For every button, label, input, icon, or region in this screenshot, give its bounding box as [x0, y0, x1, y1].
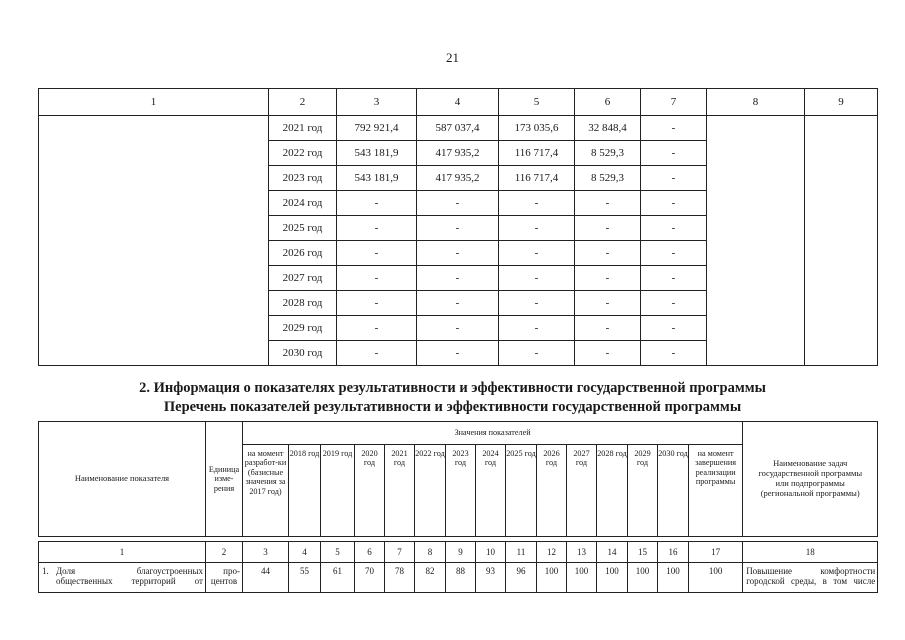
value-cell: -	[641, 316, 707, 341]
value-cell: 96	[506, 563, 537, 593]
header-end-value: на момент завершения реализации программы	[689, 445, 743, 537]
header-unit: Единица изме-рения	[206, 422, 243, 537]
value-cell: -	[499, 191, 575, 216]
header-year: 2018 год	[289, 445, 321, 537]
value-cell: 100	[597, 563, 628, 593]
indicators-table	[38, 421, 878, 593]
value-cell: 82	[415, 563, 446, 593]
value-cell: -	[575, 341, 641, 366]
page-number: 21	[446, 50, 459, 65]
table1-header-cell: 6	[575, 89, 641, 116]
unit-line: центов	[210, 576, 238, 587]
value-cell: -	[499, 341, 575, 366]
value-cell: -	[641, 291, 707, 316]
indicator-name-cell	[39, 563, 206, 593]
header-year: 2020 год	[355, 445, 385, 537]
table2-column-numbers	[39, 542, 878, 563]
value-cell: -	[417, 341, 499, 366]
table1-header-cell: 8	[707, 89, 805, 116]
year-cell: 2023 год	[269, 166, 337, 191]
value-cell: 116 717,4	[499, 166, 575, 191]
header-year: 2021 год	[385, 445, 415, 537]
table2-header-row	[39, 422, 878, 445]
value-cell: -	[641, 116, 707, 141]
table1-header-cell: 1	[39, 89, 269, 116]
column-number: 18	[743, 542, 878, 563]
table1-header-cell: 4	[417, 89, 499, 116]
header-tasks: Наименование задач государственной программы или подпрограммы (региональной программы)	[743, 422, 878, 537]
value-cell: -	[499, 216, 575, 241]
financing-table	[38, 88, 878, 366]
column-number: 12	[537, 542, 567, 563]
value-cell: -	[417, 316, 499, 341]
value-cell: -	[417, 216, 499, 241]
value-cell: -	[641, 191, 707, 216]
value-cell: 70	[355, 563, 385, 593]
table-row	[39, 116, 878, 141]
unit-cell	[206, 563, 243, 593]
table1-header-row	[39, 89, 878, 116]
header-year: 2024 год	[476, 445, 506, 537]
column-number: 5	[321, 542, 355, 563]
column-number: 2	[206, 542, 243, 563]
value-cell: 100	[567, 563, 597, 593]
table1-header-cell: 7	[641, 89, 707, 116]
value-cell: 792 921,4	[337, 116, 417, 141]
value-cell: -	[575, 241, 641, 266]
value-cell: -	[641, 266, 707, 291]
header-values-group: Значения показателей	[243, 422, 743, 445]
value-cell: 587 037,4	[417, 116, 499, 141]
value-cell: 8 529,3	[575, 141, 641, 166]
section-heading: 2. Информация о показателях результативности и эффективности государственной программы	[139, 380, 766, 396]
value-cell: 32 848,4	[575, 116, 641, 141]
column-number: 13	[567, 542, 597, 563]
value-cell: 55	[289, 563, 321, 593]
year-cell: 2029 год	[269, 316, 337, 341]
value-cell: 100	[537, 563, 567, 593]
value-cell: -	[337, 341, 417, 366]
header-year: 2026 год	[537, 445, 567, 537]
value-cell: -	[499, 316, 575, 341]
value-cell: 61	[321, 563, 355, 593]
column-number: 14	[597, 542, 628, 563]
value-cell: -	[641, 341, 707, 366]
value-cell: -	[499, 241, 575, 266]
value-cell: -	[337, 266, 417, 291]
value-cell: -	[641, 216, 707, 241]
header-year: 2025 год	[506, 445, 537, 537]
value-cell: 100	[689, 563, 743, 593]
value-cell: -	[417, 266, 499, 291]
section-subheading: Перечень показателей результативности и эффективности государственной программы	[163, 399, 742, 415]
value-cell: -	[575, 191, 641, 216]
column-number: 10	[476, 542, 506, 563]
column-number: 9	[446, 542, 476, 563]
value-cell: -	[575, 291, 641, 316]
column-number: 3	[243, 542, 289, 563]
column-number: 7	[385, 542, 415, 563]
header-base-value: на момент разработ-ки (базисные значения за 2017 год)	[243, 445, 289, 537]
value-cell: -	[337, 191, 417, 216]
year-cell: 2022 год	[269, 141, 337, 166]
column-number: 11	[506, 542, 537, 563]
value-cell: -	[417, 291, 499, 316]
year-cell: 2021 год	[269, 116, 337, 141]
column-number: 1	[39, 542, 206, 563]
value-cell: 543 181,9	[337, 141, 417, 166]
value-cell: 88	[446, 563, 476, 593]
header-year: 2027 год	[567, 445, 597, 537]
task-line: Повышение комфортности	[746, 566, 876, 576]
table1-merged-cell-col9	[805, 116, 878, 366]
year-cell: 2030 год	[269, 341, 337, 366]
unit-line: про-	[223, 566, 240, 576]
header-year: 2028 год	[597, 445, 628, 537]
value-cell: -	[337, 216, 417, 241]
table1-merged-cell-col8	[707, 116, 805, 366]
column-number: 4	[289, 542, 321, 563]
value-cell: 100	[658, 563, 689, 593]
value-cell: 44	[243, 563, 289, 593]
value-cell: -	[641, 166, 707, 191]
indicator-name-line: Доля благоустроенных	[56, 566, 203, 576]
header-year: 2029 год	[628, 445, 658, 537]
header-year: 2030 год	[658, 445, 689, 537]
value-cell: -	[575, 316, 641, 341]
value-cell: -	[337, 316, 417, 341]
value-cell: 78	[385, 563, 415, 593]
task-cell	[743, 563, 878, 593]
value-cell: 8 529,3	[575, 166, 641, 191]
value-cell: 93	[476, 563, 506, 593]
table-row	[39, 563, 878, 593]
value-cell: -	[641, 241, 707, 266]
column-number: 17	[689, 542, 743, 563]
year-cell: 2024 год	[269, 191, 337, 216]
header-year: 2023 год	[446, 445, 476, 537]
year-cell: 2027 год	[269, 266, 337, 291]
table1-merged-cell-col1	[39, 116, 269, 366]
value-cell: -	[641, 141, 707, 166]
value-cell: -	[417, 191, 499, 216]
year-cell: 2028 год	[269, 291, 337, 316]
indicator-name-line: общественных территорий от	[56, 576, 203, 587]
header-year: 2019 год	[321, 445, 355, 537]
value-cell: -	[337, 291, 417, 316]
column-number: 8	[415, 542, 446, 563]
header-indicator-name: Наименование показателя	[39, 422, 206, 537]
value-cell: -	[575, 216, 641, 241]
column-number: 16	[658, 542, 689, 563]
value-cell: 116 717,4	[499, 141, 575, 166]
column-number: 6	[355, 542, 385, 563]
column-number: 15	[628, 542, 658, 563]
year-cell: 2025 год	[269, 216, 337, 241]
value-cell: 173 035,6	[499, 116, 575, 141]
task-line: городской среды, в том числе	[746, 576, 876, 587]
row-number: 1.	[42, 566, 49, 576]
value-cell: 417 935,2	[417, 141, 499, 166]
table1-header-cell: 5	[499, 89, 575, 116]
value-cell: 417 935,2	[417, 166, 499, 191]
year-cell: 2026 год	[269, 241, 337, 266]
table1-header-cell: 9	[805, 89, 878, 116]
table1-header-cell: 2	[269, 89, 337, 116]
header-year: 2022 год	[415, 445, 446, 537]
value-cell: 100	[628, 563, 658, 593]
value-cell: 543 181,9	[337, 166, 417, 191]
value-cell: -	[499, 266, 575, 291]
value-cell: -	[575, 266, 641, 291]
value-cell: -	[337, 241, 417, 266]
value-cell: -	[417, 241, 499, 266]
value-cell: -	[499, 291, 575, 316]
table1-header-cell: 3	[337, 89, 417, 116]
